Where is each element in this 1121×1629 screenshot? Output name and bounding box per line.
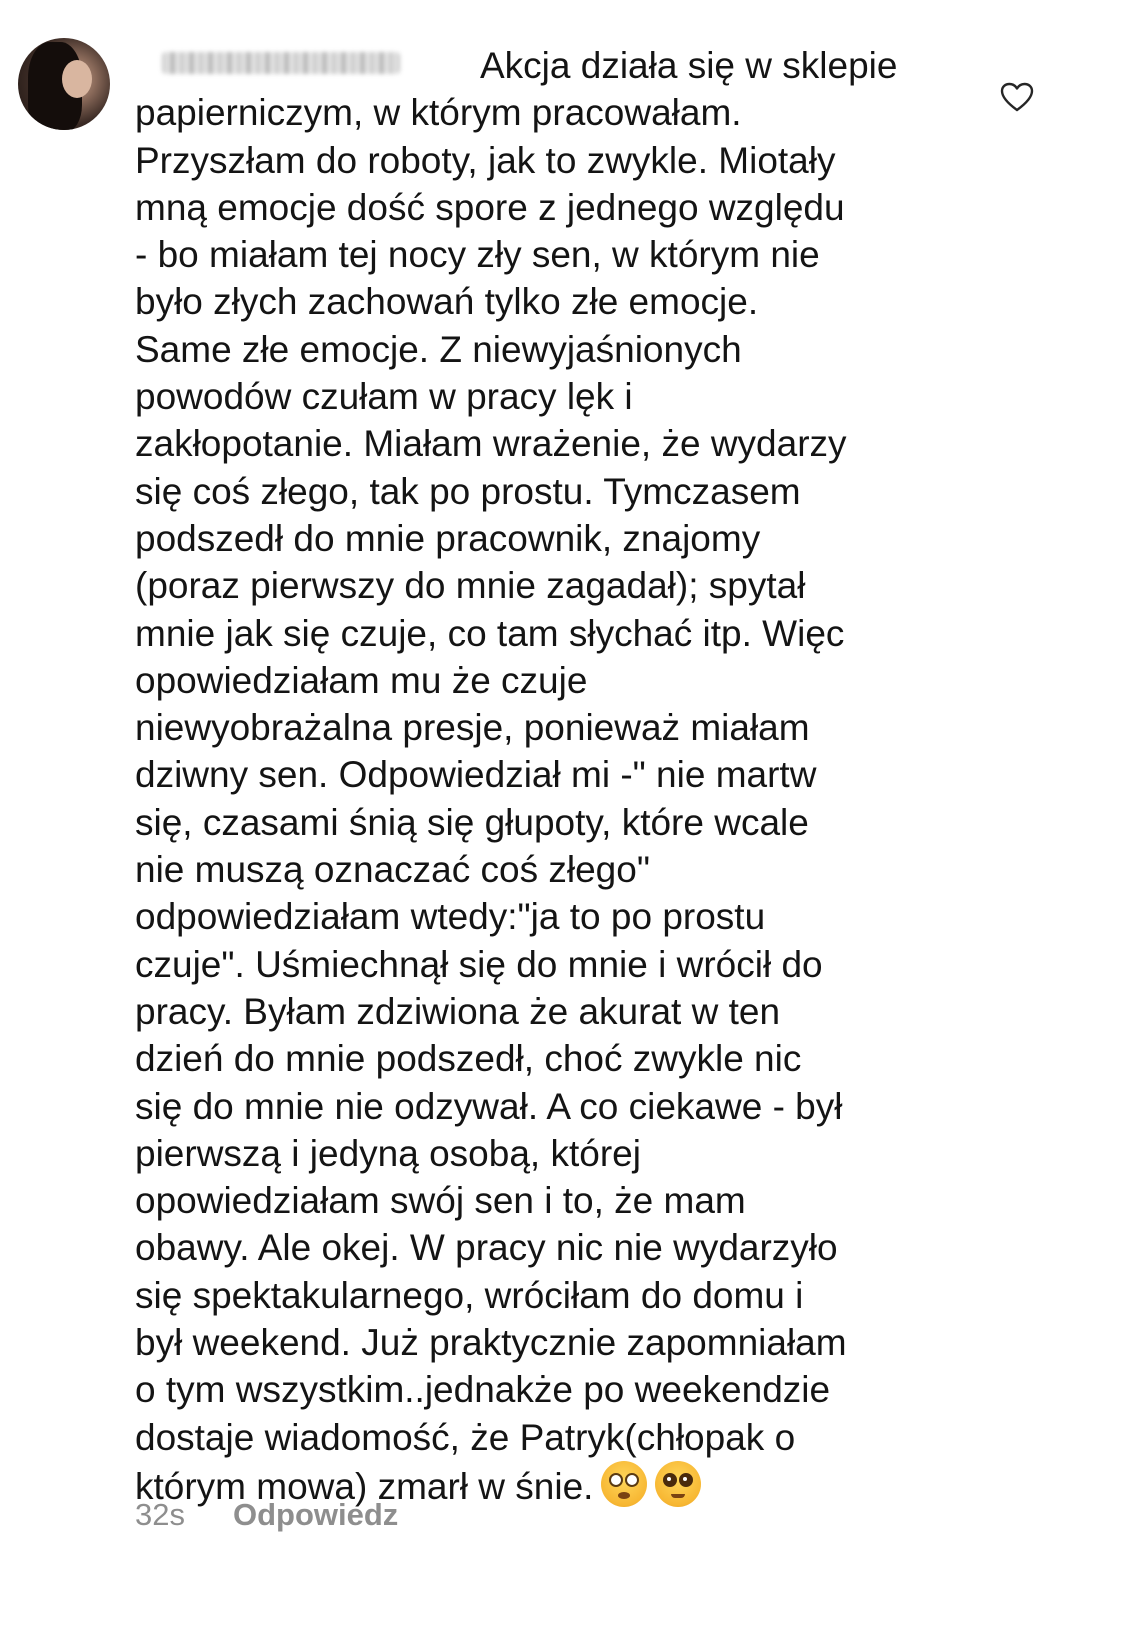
comment-line: (poraz pierwszy do mnie zagadał); spytał: [135, 565, 806, 607]
comment-line: o tym wszystkim..jednakże po weekendzie: [135, 1369, 831, 1411]
comment-line: było złych zachowań tylko złe emocje.: [135, 281, 759, 323]
comment-line: nie muszą oznaczać coś złego": [135, 849, 650, 891]
comment-line: dzień do mnie podszedł, choć zwykle nic: [135, 1038, 802, 1080]
comment-line: się coś złego, tak po prostu. Tymczasem: [135, 470, 801, 512]
comment-footer: [135, 1497, 398, 1533]
comment-line: odpowiedziałam wtedy:"ja to po prostu: [135, 896, 766, 938]
comment-line: niewyobrażalna presje, ponieważ miałam: [135, 707, 810, 749]
comment-line: był weekend. Już praktycznie zapomniałam: [135, 1322, 847, 1364]
comment-line: się spektakularnego, wróciłam do domu i: [135, 1274, 804, 1316]
heart-outline-icon[interactable]: [1000, 82, 1034, 112]
user-avatar[interactable]: [18, 38, 110, 130]
comment-last-line: którym mowa) zmarł w śnie.: [135, 1465, 594, 1507]
comment-line: czuje". Uśmiechnął się do mnie i wrócił do: [135, 943, 823, 985]
comment-line: - bo miałam tej nocy zły sen, w którym nie: [135, 234, 820, 276]
pleading-face-emoji: [655, 1461, 701, 1507]
comment-line: opowiedziałam swój sen i to, że mam: [135, 1180, 746, 1222]
emoji-eye-left: [609, 1473, 623, 1487]
comment-line: się do mnie nie odzywał. A co ciekawe - był: [135, 1085, 843, 1127]
comment-line: powodów czułam w pracy lęk i: [135, 376, 633, 418]
comment-line: podszedł do mnie pracownik, znajomy: [135, 517, 761, 559]
comment-line: Same złe emocje. Z niewyjaśnionych: [135, 328, 742, 370]
comment-line: pierwszą i jedyną osobą, której: [135, 1132, 641, 1174]
comment-line: papierniczym, w którym pracowałam.: [135, 92, 742, 134]
comment-text: [135, 42, 985, 1510]
comment-line: dostaje wiadomość, że Patryk(chłopak o: [135, 1416, 796, 1458]
comment-line: dziwny sen. Odpowiedział mi -" nie martw: [135, 754, 817, 796]
comment-lines: [135, 92, 847, 1457]
emoji-eye-right: [625, 1473, 639, 1487]
comment-time: 32s: [135, 1497, 185, 1532]
comment-line: mną emocje dość spore z jednego względu: [135, 186, 845, 228]
avatar-face: [62, 60, 92, 98]
comment-line: Przyszłam do roboty, jak to zwykle. Miotały: [135, 139, 836, 181]
emoji-eye-left: [663, 1473, 677, 1487]
comment-first-line: Akcja działa się w sklepie: [480, 45, 898, 86]
comment-line: zakłopotanie. Miałam wrażenie, że wydarzy: [135, 423, 847, 465]
comment-line: opowiedziałam mu że czuje: [135, 659, 588, 701]
comment-line: obawy. Ale okej. W pracy nic nie wydarzyło: [135, 1227, 838, 1269]
emoji-mouth: [618, 1492, 630, 1499]
emoji-mouth: [671, 1494, 685, 1498]
comment-line: mnie jak się czuje, co tam słychać itp. Więc: [135, 612, 845, 654]
emoji-eye-right: [679, 1473, 693, 1487]
comment-line: się, czasami śnią się głupoty, które wcale: [135, 801, 809, 843]
flushed-face-emoji: [601, 1461, 647, 1507]
comment-line: pracy. Byłam zdziwiona że akurat w ten: [135, 990, 781, 1032]
reply-button[interactable]: Odpowiedz: [232, 1497, 399, 1532]
